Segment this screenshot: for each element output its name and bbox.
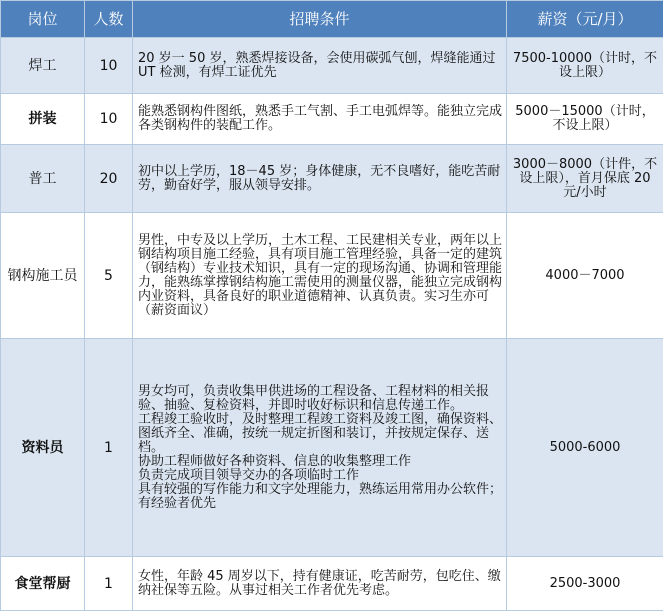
salary-cell: 4000－7000 — [507, 213, 663, 339]
count-cell: 20 — [85, 145, 133, 213]
requirement-text: 20 岁一 50 岁，熟悉焊接设备，会使用碳弧气刨，焊缝能通过 UT 检测，有焊工证优先 — [138, 50, 496, 80]
salary-cell: 5000-6000 — [507, 339, 663, 557]
header-position: 岗位 — [1, 1, 85, 38]
table-row — [1, 213, 663, 339]
header-salary: 薪资（元/月） — [507, 1, 663, 38]
count-cell: 5 — [85, 213, 133, 339]
count-cell: 10 — [85, 94, 133, 145]
salary-cell: 5000－15000（计时，不设上限） — [507, 94, 663, 145]
requirement-text: 男性，中专及以上学历，土木工程、工民建相关专业，两年以上钢结构项目施工经验，具有项目施工管理经验，具备一定的建筑（钢结构）专业技术知识，具有一定的现场沟通、协调和管理能力，能熟练掌撑钢结构施工需使用的测量仪器，能独立完成钢构内业资料，具备良好的职业道德精神、认真负责。实习生亦可（薪资面议） — [138, 232, 503, 318]
requirement-text: 负责完成项目领导交办的各项临时工作 — [138, 467, 360, 483]
header-requirements: 招聘条件 — [133, 1, 507, 38]
position-cell: 普工 — [1, 145, 85, 213]
position-cell: 焊工 — [1, 38, 85, 94]
requirement-text: 具有较强的写作能力和文字处理能力，熟练运用常用办公软件； — [138, 481, 503, 497]
requirement-text: 男女均可，负责收集甲供进场的工程设备、工程材料的相关报验、抽验、复检资料，并即时收好标识和信息传递工作。 — [138, 383, 490, 413]
count-cell: 10 — [85, 38, 133, 94]
salary-cell: 3000－8000（计件，不设上限），首月保底 20 元/小时 — [507, 145, 663, 213]
table-row — [1, 145, 663, 213]
salary-cell: 2500-3000 — [507, 557, 663, 611]
requirements-cell — [133, 94, 507, 145]
requirements-cell — [133, 213, 507, 339]
requirement-text: 女性，年龄 45 周岁以下，持有健康证，吃苦耐劳，包吃住、缴纳社保等五险。从事过相关工作者优先考虑。 — [138, 568, 501, 598]
table-row — [1, 557, 663, 611]
requirements-cell — [133, 145, 507, 213]
count-cell: 1 — [85, 339, 133, 557]
table-row — [1, 94, 663, 145]
salary-cell: 7500-10000（计时，不设上限） — [507, 38, 663, 94]
requirement-text: 有经验者优先 — [138, 495, 217, 511]
requirement-text: 工程竣工验收时，及时整理工程竣工资料及竣工图，确保资料、图纸齐全、准确，按统一规定折图和装订，并按规定保存、送档。 — [138, 411, 503, 455]
requirement-text: 初中以上学历，18－45 岁；身体健康，无不良嗜好，能吃苦耐劳，勤奋好学，服从领导安排。 — [138, 163, 501, 193]
requirements-cell — [133, 557, 507, 611]
position-cell: 拼装 — [1, 94, 85, 145]
table-row — [1, 38, 663, 94]
position-cell: 资料员 — [1, 339, 85, 557]
position-cell: 食堂帮厨 — [1, 557, 85, 611]
requirements-cell — [133, 38, 507, 94]
position-cell: 钢构施工员 — [1, 213, 85, 339]
requirement-text: 能熟悉钢构件图纸，熟悉手工气割、手工电弧焊等。能独立完成各类钢构件的装配工作。 — [138, 104, 503, 133]
count-cell: 1 — [85, 557, 133, 611]
header-count: 人数 — [85, 1, 133, 38]
table-row — [1, 339, 663, 557]
header-row — [1, 1, 663, 38]
requirements-cell — [133, 339, 507, 557]
requirement-text: 协助工程师做好各种资料、信息的收集整理工作 — [138, 453, 412, 469]
